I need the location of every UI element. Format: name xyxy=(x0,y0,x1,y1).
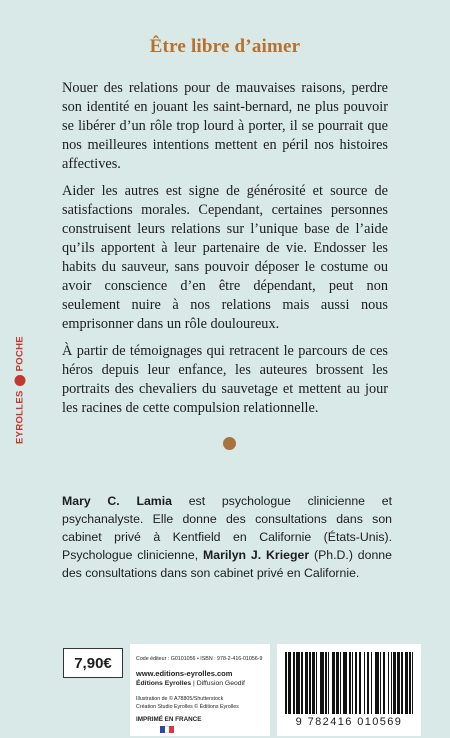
barcode-bar xyxy=(285,652,287,714)
barcode-bar xyxy=(312,652,313,714)
code-isbn-line: Code éditeur : G0101056 • ISBN : 978-2-416-01056-9 xyxy=(136,656,263,662)
barcode-bar xyxy=(296,652,297,714)
series-label: POCHE xyxy=(14,336,26,372)
barcode-bar xyxy=(343,652,344,714)
decorative-dot xyxy=(223,437,236,450)
barcode-bar xyxy=(380,652,381,714)
blurb-paragraph-3: À partir de témoignages qui retracent le parcours de ces héros depuis leur enfance, les auteures brossent les portraits des chevaliers du sauvetage et mettent au jour les racines de cette compulsion relationnelle. xyxy=(62,343,388,416)
barcode-bar xyxy=(349,652,351,714)
printed-in-france: IMPRIMÉ EN FRANCE xyxy=(136,716,202,723)
barcode-bar xyxy=(309,652,311,714)
barcode-bar xyxy=(377,652,379,714)
author-bio xyxy=(62,492,392,582)
barcode-bar xyxy=(371,652,372,714)
publisher-line xyxy=(136,680,245,687)
book-title: Être libre d’aimer xyxy=(149,36,301,57)
barcode-bar xyxy=(360,652,361,714)
barcode-bar xyxy=(345,652,347,714)
barcode-bar xyxy=(297,652,299,714)
publisher-info-box xyxy=(130,644,270,736)
barcode-bar xyxy=(405,652,407,714)
barcode-bar xyxy=(401,652,403,714)
barcode-bar xyxy=(316,652,317,714)
french-flag-icon xyxy=(160,726,174,733)
barcode-bar xyxy=(359,652,360,714)
barcode-bar xyxy=(321,652,323,714)
barcode-bar xyxy=(305,652,307,714)
barcode-bar xyxy=(384,652,385,714)
series-logo xyxy=(13,322,27,458)
barcode-bar xyxy=(376,652,377,714)
barcode-bar xyxy=(288,652,289,714)
barcode-bar xyxy=(391,652,392,714)
barcode-bar xyxy=(299,652,300,714)
barcode-bar xyxy=(325,652,327,714)
blurb-paragraph-2: Aider les autres est signe de générosité et source de satisfactions morales. Cependant, certaines personnes construisent leurs relations sur l’unique base de l’aide qu’ils apportent à leur partenaire de vie. Endosser les habits du sauveur, sans pouvoir déposer le costume ou avoir conscience d’en être dépendant, peut non seulement nuire à nos relations mais aussi nous emprisonner dans un rôle douloureux. xyxy=(62,183,388,332)
barcode-bar xyxy=(412,652,413,714)
brand-label: EYROLLES xyxy=(14,390,26,444)
series-dot-icon xyxy=(15,375,26,386)
barcode-bar xyxy=(333,652,335,714)
price-box xyxy=(63,648,123,678)
barcode-bar xyxy=(364,652,365,714)
barcode-bar xyxy=(337,652,339,714)
barcode-bar xyxy=(344,652,345,714)
barcode-bar xyxy=(399,652,400,714)
barcode-bar xyxy=(340,652,341,714)
barcode-digits: 9 782416 010569 xyxy=(295,716,403,728)
barcode-bar xyxy=(293,652,295,714)
barcode-bar xyxy=(393,652,395,714)
distributor: | Diffusion Geodif xyxy=(191,680,245,687)
barcode-bar xyxy=(388,652,389,714)
barcode-bar xyxy=(367,652,368,714)
design-credit: Création Studio Eyrolles © Éditions Eyrolles xyxy=(136,704,239,710)
barcode-bar xyxy=(397,652,399,714)
publisher-website: www.editions-eyrolles.com xyxy=(136,669,233,678)
barcode-bar xyxy=(395,652,396,714)
barcode-bar xyxy=(355,652,356,714)
blurb-paragraph-1: Nouer des relations pour de mauvaises raisons, perdre son identité en jouant les saint-bernard, ne plus pouvoir se libérer d’un rôle trop lourd à porter, il se pourrait que nos meilleures intentions mettent en péril nos histoires affectives. xyxy=(62,80,388,172)
barcode-box xyxy=(277,644,421,736)
publisher-name: Éditions Eyrolles xyxy=(136,680,192,687)
barcode xyxy=(285,652,413,714)
author-name-1: Mary C. Lamia xyxy=(62,494,172,508)
barcode-bar xyxy=(328,652,329,714)
barcode-bar xyxy=(407,652,408,714)
barcode-bar xyxy=(313,652,315,714)
barcode-bar xyxy=(409,652,411,714)
illustration-credit: Illustration de © A78805/Shutterstock xyxy=(136,696,224,702)
barcode-bar xyxy=(352,652,353,714)
author-name-2: Marilyn J. Krieger xyxy=(203,548,310,562)
barcode-bar xyxy=(307,652,308,714)
barcode-bar xyxy=(383,652,384,714)
barcode-bar xyxy=(323,652,324,714)
barcode-bar xyxy=(320,652,321,714)
author-bio-text-1: est psychologue clinicienne et psychanalyste. Elle donne des consultations dans son cabinet privé à Kentfield en Californie (États-Unis). Psychologue clinicienne, xyxy=(62,494,392,562)
barcode-bar xyxy=(301,652,303,714)
barcode-bar xyxy=(375,652,376,714)
barcode-bar xyxy=(368,652,369,714)
barcode-bar xyxy=(336,652,337,714)
back-cover-blurb xyxy=(62,79,388,426)
price: 7,90€ xyxy=(74,654,112,672)
author-bio-text-2: (Ph.D.) donne des consultations dans son cabinet privé en Californie. xyxy=(62,548,392,580)
barcode-bar xyxy=(332,652,333,714)
barcode-bar xyxy=(356,652,357,714)
barcode-bar xyxy=(289,652,291,714)
